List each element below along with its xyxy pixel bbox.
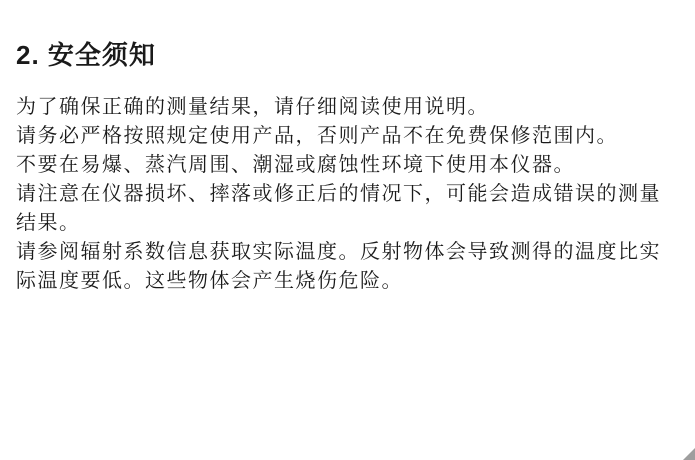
- body-line-2: 请务必严格按照规定使用产品，否则产品不在免费保修范围内。: [16, 125, 618, 147]
- body-line-1: 为了确保正确的测量结果，请仔细阅读使用说明。: [16, 96, 489, 118]
- body-line-6: 请参阅辐射系数信息获取实际温度。反射物体会导致测得的温度比实: [16, 241, 661, 263]
- section-heading: 2. 安全须知: [16, 40, 156, 70]
- resize-grip-icon[interactable]: [683, 448, 695, 460]
- body-line-7: 际温度要低。这些物体会产生烧伤危险。: [16, 270, 403, 292]
- body-line-3: 不要在易爆、蒸汽周围、潮湿或腐蚀性环境下使用本仪器。: [16, 154, 575, 176]
- body-text: [0, 93, 695, 296]
- body-line-4: 请注意在仪器损坏、摔落或修正后的情况下，可能会造成错误的测量: [16, 183, 661, 205]
- body-line-5: 结果。: [16, 212, 81, 234]
